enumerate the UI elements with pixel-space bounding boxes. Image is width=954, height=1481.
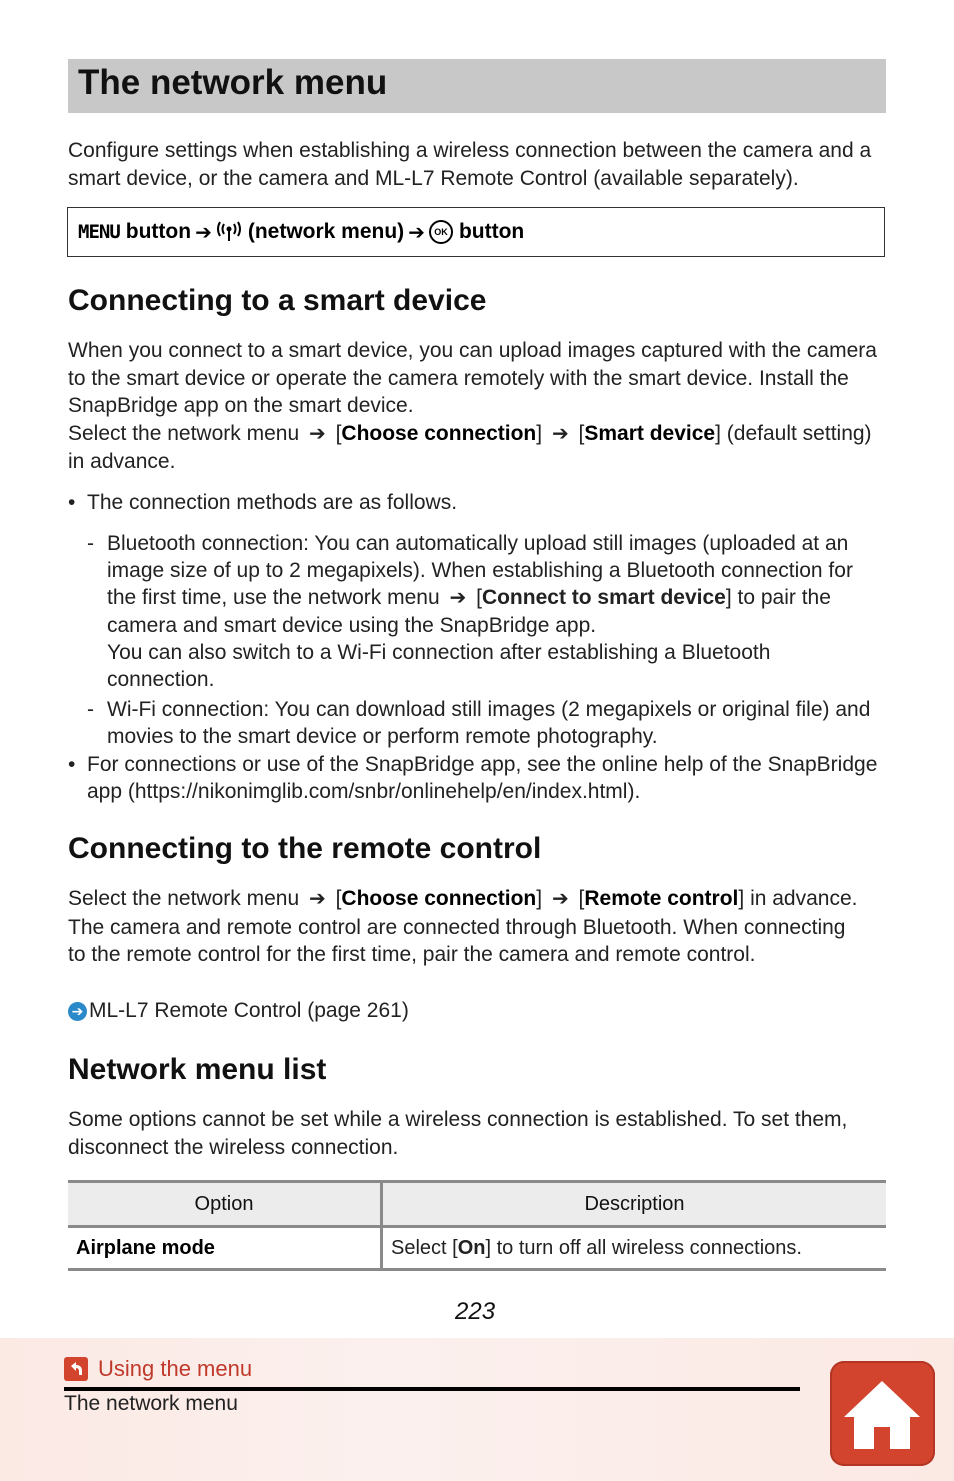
arrow-right-icon: ➔	[308, 888, 326, 910]
menu-path-button-text: button	[458, 220, 525, 243]
section-heading-smart-device: Connecting to a smart device	[68, 284, 487, 317]
footer-divider	[64, 1387, 800, 1391]
option-description: Select [On] to turn off all wireless connections.	[382, 1227, 887, 1270]
network-menu-icon	[216, 221, 242, 243]
choose-connection-option: Choose connection	[341, 421, 537, 445]
sub-bullet-wifi: - Wi-Fi connection: You can download still images (2 megapixels or original file) and movies to the smart device or perform remote photography.	[87, 698, 871, 748]
choose-connection-option: Choose connection	[341, 887, 537, 910]
bullet-connection-methods: • The connection methods are as follows.	[68, 491, 458, 514]
section-heading-menu-list: Network menu list	[68, 1053, 327, 1086]
menu-path-button-text: button	[125, 220, 192, 243]
smart-device-select-line: Select the network menu ➔ [Choose connection] ➔ [Smart device] (default setting) in advance.	[68, 421, 872, 473]
page-title: The network menu	[78, 63, 388, 102]
ok-button-icon: OK	[429, 220, 453, 244]
arrow-right-icon: ➔	[551, 422, 569, 445]
column-header-description: Description	[382, 1182, 887, 1227]
arrow-right-icon: ➔	[308, 422, 326, 445]
smart-device-option: Smart device	[584, 421, 716, 445]
remote-control-option: Remote control	[584, 887, 739, 910]
arrow-right-icon: ➔	[551, 888, 569, 910]
back-arrow-icon[interactable]	[64, 1357, 88, 1381]
page-number: 223	[455, 1298, 496, 1325]
breadcrumb-using-menu[interactable]: Using the menu	[98, 1356, 253, 1381]
home-icon	[830, 1361, 935, 1466]
arrow-right-icon: ➔	[408, 221, 425, 244]
table-row	[68, 1227, 886, 1270]
arrow-right-icon: ➔	[449, 587, 467, 609]
remote-reference-link[interactable]: ➔ ML-L7 Remote Control (page 261)	[68, 997, 409, 1025]
option-name: Airplane mode	[68, 1227, 382, 1270]
menu-list-intro: Some options cannot be set while a wireless connection is established. To set them, disconnect the wireless connection.	[68, 1108, 848, 1159]
section-heading-remote: Connecting to the remote control	[68, 832, 542, 865]
connect-to-smart-device-option: Connect to smart device	[481, 586, 726, 609]
smart-device-intro: When you connect to a smart device, you can upload images captured with the camera to the smart device or operate the camera remotely with the smart device. Install the SnapBridge app on the smart device.	[68, 339, 877, 417]
column-header-option: Option	[68, 1182, 382, 1227]
home-button[interactable]	[830, 1361, 935, 1466]
menu-path-box	[67, 207, 885, 257]
remote-para: Select the network menu ➔ [Choose connection] ➔ [Remote control] in advance. The camera and remote control are connected through Bluetooth. When connecting to the remote control for the first time, pair the camera and remote control.	[68, 887, 858, 966]
footer-breadcrumb[interactable]	[64, 1356, 252, 1382]
bullet-snapbridge-help: • For connections or use of the SnapBridge app, see the online help of the SnapBridge app (https://nikonimglib.com/snbr/onlinehelp/en/index.html).	[68, 753, 878, 803]
options-table	[68, 1180, 886, 1271]
arrow-right-icon: ➔	[195, 221, 212, 244]
reference-arrow-icon: ➔	[68, 1002, 87, 1021]
menu-button-icon: MENU	[78, 221, 120, 243]
page-title-bar	[68, 59, 886, 113]
intro-text: Configure settings when establishing a wireless connection between the camera and a smart device, or the camera and ML-L7 Remote Control (available separately).	[68, 139, 872, 190]
smart-device-para	[68, 337, 878, 476]
menu-path-network-text: (network menu)	[247, 220, 405, 243]
sub-bullet-bluetooth: - Bluetooth connection: You can automatically upload still images (uploaded at an image size of up to 2 megapixels). When establishing a Bluetooth connection for the first time, use the network menu ➔ [Connect to smart device] to pair the camera and smart device using the SnapBridge app. You can also switch to a Wi-Fi connection after establishing a Bluetooth connection.	[87, 532, 853, 691]
footer-subtitle: The network menu	[64, 1392, 238, 1415]
